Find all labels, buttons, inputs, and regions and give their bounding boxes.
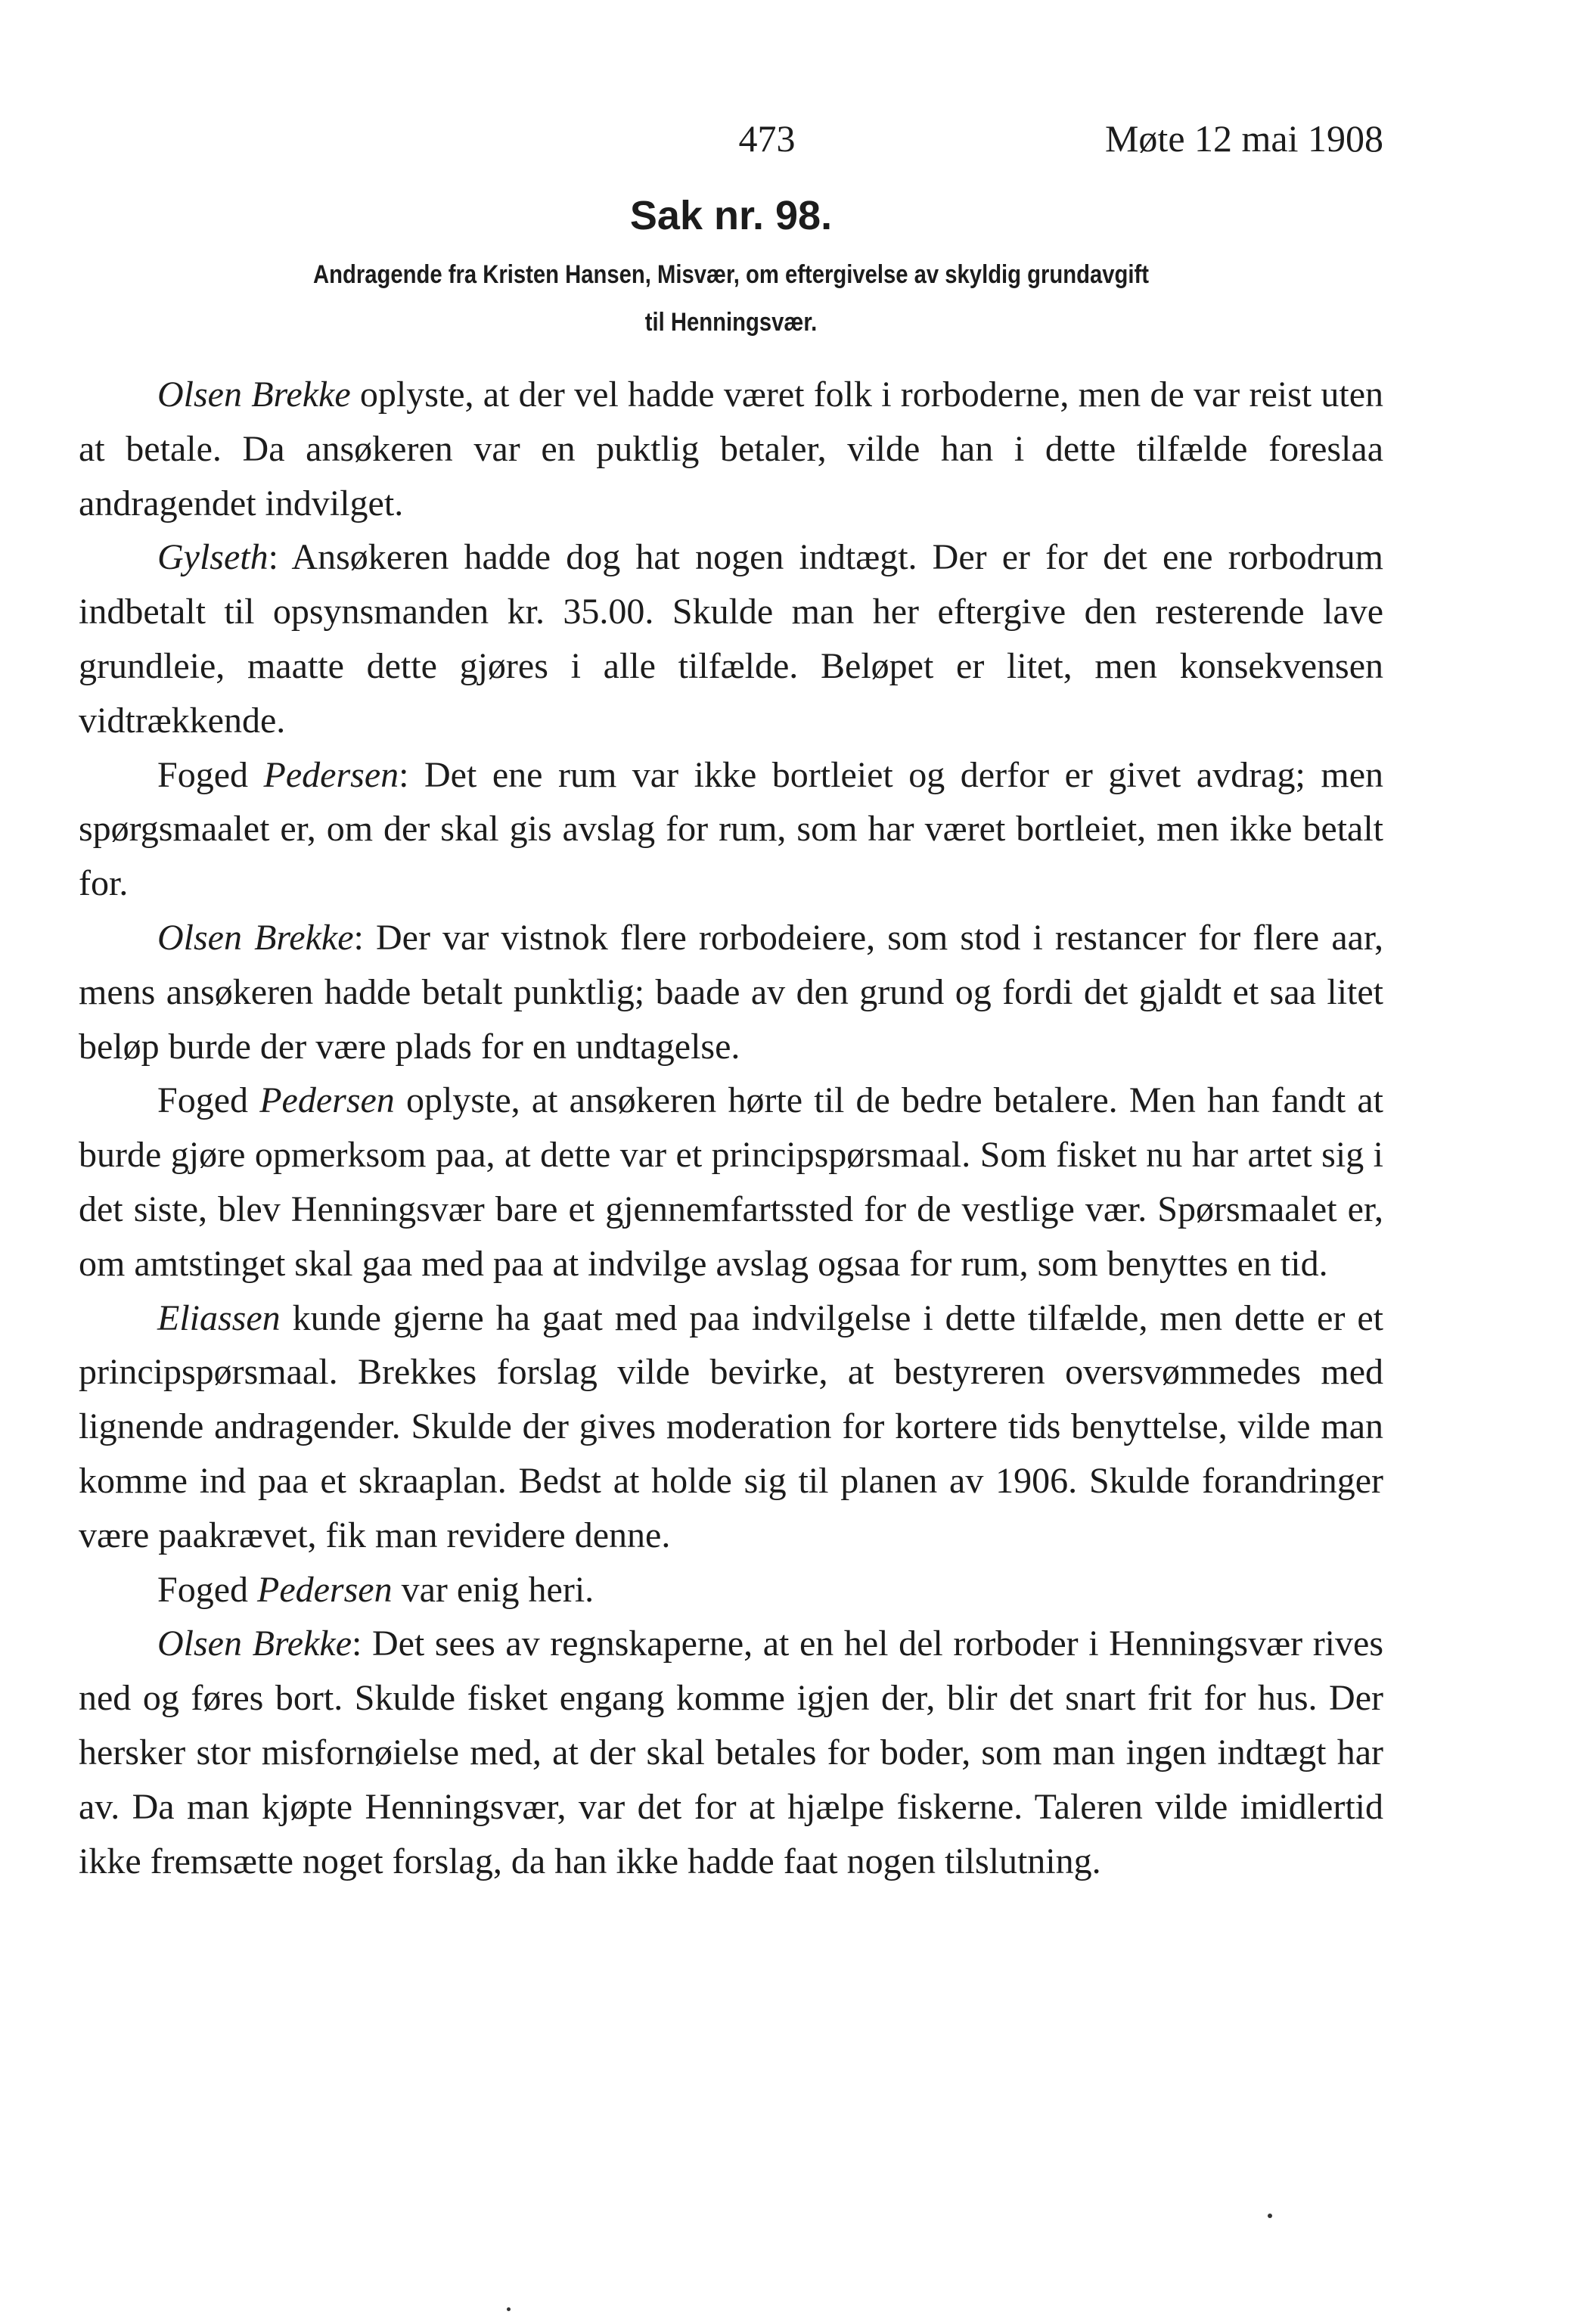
paragraph-lead: Foged xyxy=(157,1080,260,1121)
paragraph-text: oplyste, at ansøkeren hørte til de bedre betalere. Men han fandt at burde gjøre opmerksom paa, at dette var et principspørsmaal. Som fisket nu har artet sig i det siste, blev Henningsvær bare et gjennemfartssted for de vestlige vær. Spørsmaalet er, om amtstinget skal gaa med paa at indvilge avslag ogsaa for rum, som benyttes en tid. xyxy=(79,1080,1383,1284)
paragraph-text: : Ansøkeren hadde dog hat nogen indtægt. Der er for det ene rorbodrum indbetalt til opsynsmanden kr. 35.00. Skulde man her eftergive den resterende lave grundleie, maatte dette gjøres i alle tilfælde. Beløpet er litet, men konsekvensen vidtrækkende. xyxy=(79,537,1383,741)
paragraph-text: : Det sees av regnskaperne, at en hel del rorboder i Henningsvær rives ned og føres bort. Skulde fisket engang komme igjen der, blir det snart frit for hus. Der hersker stor misfornøielse med, at der skal betales for boder, som man ingen indtægt har av. Da man kjøpte Henningsvær, var det for at hjælpe fiskerne. Taleren vilde imidlertid ikke fremsætte noget forslag, da han ikke hadde faat nogen tilslutning. xyxy=(79,1623,1384,1881)
paragraph-text: : Der var vistnok flere rorbodeiere, som stod i restancer for flere aar, mens ansøkeren hadde betalt punktlig; baade av den grund og fordi det gjaldt et saa litet beløp burde der være plads for en undtagelse. xyxy=(79,917,1384,1067)
case-title: Sak nr. 98. xyxy=(629,193,833,238)
paragraph-text: var enig heri. xyxy=(392,1569,594,1610)
paragraph-text: : Det ene rum var ikke bortleiet og derfor er givet avdrag; men spørgsmaalet er, om der skal gis avslag for rum, som har været bortleiet, men ikke betalt for. xyxy=(79,754,1384,904)
minutes-body xyxy=(79,368,1383,1888)
case-subtitle-line-1: Andragende fra Kristen Hansen, Misvær, om eftergivelse av skyldig grundavgift xyxy=(313,260,1149,289)
paragraph-lead: Foged xyxy=(157,754,264,795)
paragraph xyxy=(79,1617,1383,1888)
paragraph xyxy=(79,1563,1383,1617)
scan-speck xyxy=(507,2307,511,2311)
scan-speck xyxy=(1268,2214,1272,2218)
paragraph xyxy=(79,911,1383,1073)
meeting-date: Møte 12 mai 1908 xyxy=(1104,117,1383,160)
page-number: 473 xyxy=(738,117,796,160)
paragraph-text: kunde gjerne ha gaat med paa indvilgelse i dette tilfælde, men dette er et principspørsmaal. Brekkes forslag vilde bevirke, at bestyreren oversvømmedes med lignende andragender. Skulde der gives moderation for kortere tids benyttelse, vilde man komme ind paa et skraaplan. Bedst at holde sig til planen av 1906. Skulde forandringer være paakrævet, fik man revidere denne. xyxy=(79,1297,1383,1555)
speaker-name: Pedersen xyxy=(257,1569,393,1610)
speaker-name: Olsen Brekke xyxy=(157,917,354,958)
speaker-name: Pedersen xyxy=(259,1080,395,1121)
speaker-name: Gylseth xyxy=(157,537,269,578)
paragraph xyxy=(79,1073,1383,1291)
page-header xyxy=(79,112,1383,165)
case-subtitle xyxy=(170,251,1293,346)
case-subtitle-line-2: til Henningsvær. xyxy=(644,308,818,337)
speaker-name: Olsen Brekke xyxy=(157,374,351,415)
paragraph xyxy=(79,530,1383,747)
paragraph-lead: Foged xyxy=(157,1569,257,1610)
paragraph xyxy=(79,748,1383,911)
speaker-name: Pedersen xyxy=(263,754,399,795)
speaker-name: Eliassen xyxy=(157,1297,281,1338)
speaker-name: Olsen Brekke xyxy=(157,1623,352,1664)
paragraph xyxy=(79,1291,1383,1563)
paragraph xyxy=(79,368,1383,530)
paragraph-text: oplyste, at der vel hadde været folk i rorboderne, men de var reist uten at betale. Da ansøkeren var en puktlig betaler, vilde han i dette tilfælde foreslaa andragendet indvilget. xyxy=(79,374,1384,524)
